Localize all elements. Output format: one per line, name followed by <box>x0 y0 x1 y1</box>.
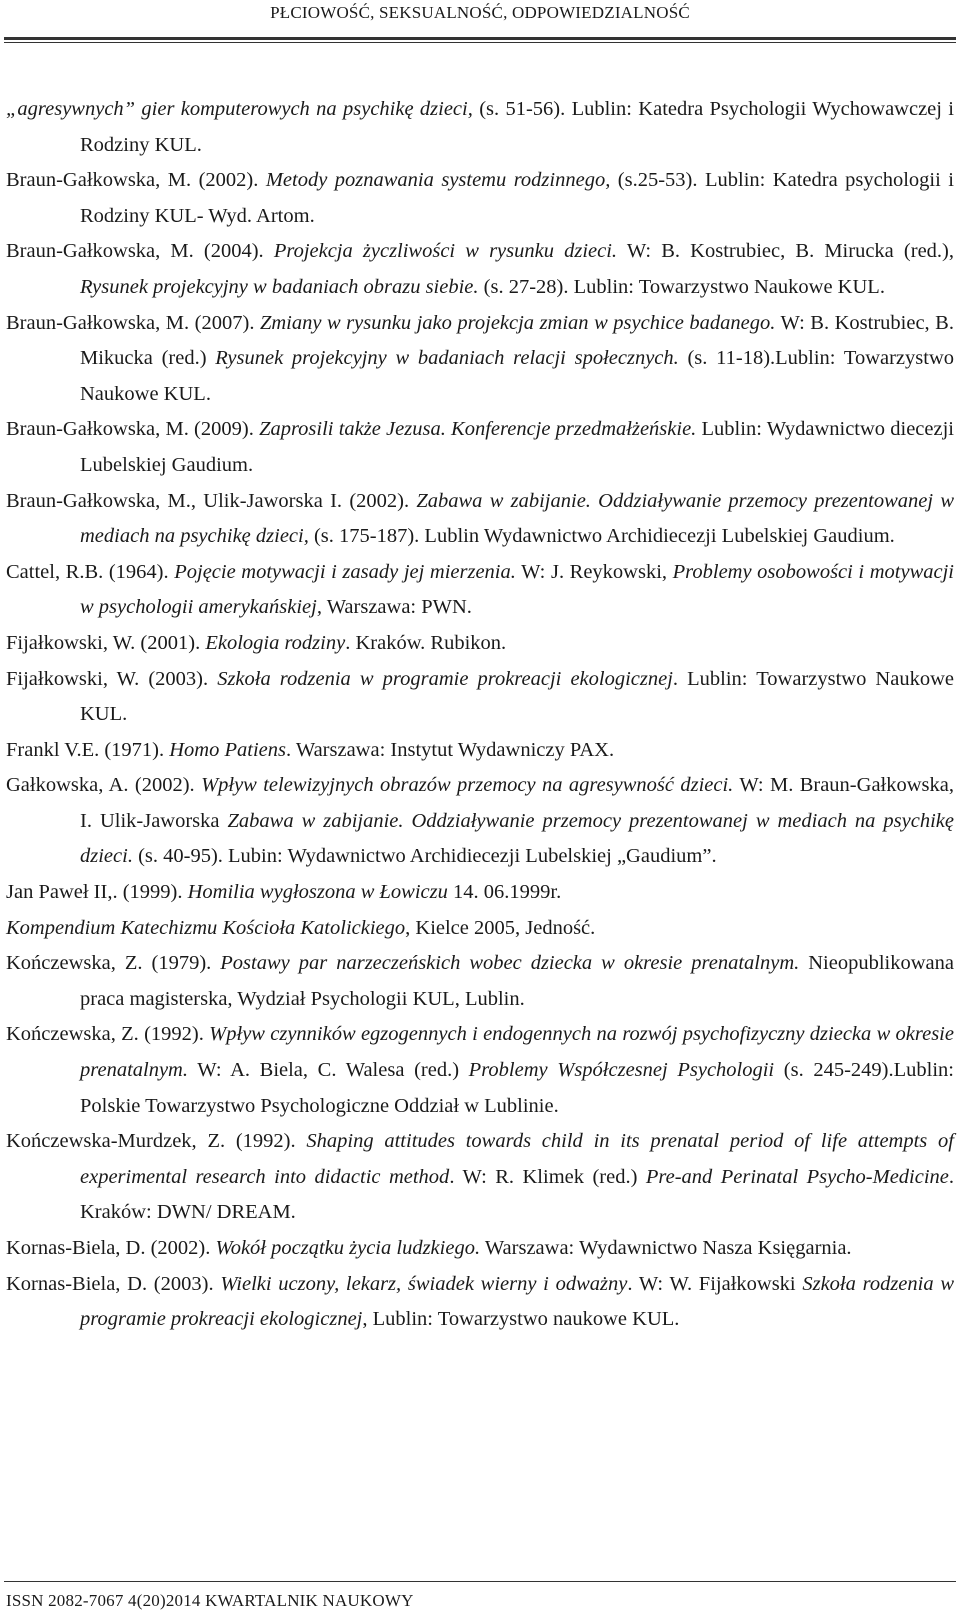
entry-title-italic: Szkoła rodzenia w programie prokreacji ekologicznej <box>80 1272 955 1331</box>
bibliography-entry <box>6 163 954 234</box>
entry-text: Kończewska, Z. (1979). <box>6 952 221 975</box>
bibliography-entry <box>6 768 954 875</box>
entry-text: Kończewska-Murdzek, Z. (1992). <box>6 1130 307 1153</box>
footer-text: ISSN 2082-7067 4(20)2014 KWARTALNIK NAUKOWY <box>6 1591 414 1610</box>
bibliography-entry <box>6 662 954 733</box>
entry-title-italic: Problemy osobowości i motywacji w psychologii amerykańskiej, <box>80 560 954 619</box>
entry-text: Cattel, R.B. (1964). <box>6 560 175 583</box>
entry-text: Kornas-Biela, D. (2003). <box>6 1272 221 1295</box>
entry-text: . Lublin: Towarzystwo Naukowe KUL. <box>80 667 954 726</box>
entry-title-italic: Zabawa w zabijanie. Oddziaływanie przemocy prezentowanej w mediach na psychikę dzieci. <box>80 809 954 868</box>
entry-text: Lublin: Wydawnictwo diecezji Lubelskiej Gaudium. <box>80 418 954 476</box>
entry-title-italic: Homilia wygłoszona w Łowiczu <box>187 881 448 904</box>
bibliography-entry <box>6 1124 954 1231</box>
entry-title-italic: Wpływ czynników egzogennych i endogennych na rozwój psychofizyczny dziecka w okresie prenatalnym. <box>80 1023 954 1082</box>
entry-title-italic: Rysunek projekcyjny w badaniach relacji społecznych. <box>215 347 679 370</box>
entry-text: Kończewska, Z. (1992). <box>6 1023 210 1046</box>
bibliography-entry <box>6 1017 954 1124</box>
bibliography-entry <box>6 1267 954 1338</box>
bibliography-entry <box>6 555 954 626</box>
entry-text: Jan Paweł II,. (1999). <box>6 881 188 904</box>
entry-text: (s. 40-95). Lubin: Wydawnictwo Archidiecezji Lubelskiej „Gaudium”. <box>132 845 717 868</box>
entry-title-italic: Ekologia rodziny <box>205 631 346 654</box>
entry-text: . W: W. Fijałkowski <box>627 1272 803 1295</box>
bibliography-entry <box>6 911 954 947</box>
entry-title-italic: Wielki uczony, lekarz, świadek wierny i odważny <box>220 1272 628 1295</box>
entry-title-italic: Zmiany w rysunku jako projekcja zmian w psychice badanego. <box>259 311 776 334</box>
bibliography-list <box>6 92 954 1338</box>
entry-text: (s. 27-28). Lublin: Towarzystwo Naukowe KUL. <box>478 275 885 298</box>
footer-rule <box>4 1581 956 1582</box>
entry-title-italic: Problemy Współczesnej Psychologii <box>468 1059 775 1082</box>
entry-title-italic: Szkoła rodzenia w programie prokreacji ekologicznej <box>217 667 673 690</box>
bibliography-entry <box>6 626 954 662</box>
page-footer <box>6 1590 414 1612</box>
bibliography-entry <box>6 412 954 483</box>
entry-text: (s. 51-56). Lublin: Katedra Psychologii Wychowawczej i Rodziny KUL. <box>80 98 955 156</box>
entry-title-italic: Postawy par narzeczeńskich wobec dziecka w okresie prenatalnym. <box>220 952 800 975</box>
entry-title-italic: Rysunek projekcyjny w badaniach obrazu siebie. <box>80 275 479 298</box>
entry-title-italic: Shaping attitudes towards child in its prenatal period of life attempts of experimental research into didactic method <box>80 1130 954 1188</box>
entry-text: Braun-Gałkowska, M., Ulik-Jaworska I. (2002). <box>6 489 417 512</box>
entry-text: Braun-Gałkowska, M. (2007). <box>6 311 260 334</box>
bibliography-entry <box>6 875 954 911</box>
entry-text: Braun-Gałkowska, M. (2002). <box>6 169 266 192</box>
entry-title-italic: Wokół początku życia ludzkiego. <box>215 1237 481 1259</box>
entry-text: (s. 245-249).Lublin: Polskie Towarzystwo Psychologiczne Oddział w Lublinie. <box>80 1059 954 1117</box>
bibliography-entry <box>6 1231 954 1267</box>
entry-text: Warszawa: Wydawnictwo Nasza Księgarnia. <box>480 1237 852 1259</box>
bibliography-entry <box>6 946 954 1017</box>
bibliography-entry <box>6 306 954 413</box>
entry-title-italic: Metody poznawania systemu rodzinnego, <box>265 169 611 192</box>
entry-title-italic: Wpływ telewizyjnych obrazów przemocy na agresywność dzieci. <box>201 774 734 797</box>
entry-text: Frankl V.E. (1971). <box>6 738 170 761</box>
entry-text: Gałkowska, A. (2002). <box>6 774 202 797</box>
header-rule <box>4 37 956 40</box>
entry-title-italic: Homo Patiens <box>169 738 286 761</box>
entry-text: Fijałkowski, W. (2001). <box>6 631 206 654</box>
entry-title-italic: Zaprosili także Jezusa. Konferencje przedmałżeńskie. <box>259 418 697 441</box>
entry-title-italic: Projekcja życzliwości w rysunku dzieci. <box>273 240 618 263</box>
entry-text: . Kraków. Rubikon. <box>345 631 507 654</box>
entry-title-italic: „agresywnych” gier komputerowych na psychikę dzieci, <box>6 98 473 120</box>
bibliography-entry <box>6 733 954 769</box>
entry-text: , Lublin: Towarzystwo naukowe KUL. <box>362 1308 680 1331</box>
entry-text: Warszawa: PWN. <box>321 596 472 619</box>
entry-text: 14. 06.1999r. <box>447 881 562 904</box>
entry-text: (s. 175-187). Lublin Wydawnictwo Archidiecezji Lubelskiej Gaudium. <box>308 525 895 548</box>
entry-text: , Kielce 2005, Jedność. <box>405 916 596 939</box>
entry-title-italic: Zabawa w zabijanie. Oddziaływanie przemocy prezentowanej w mediach na psychikę dzieci, <box>80 489 954 548</box>
entry-title-italic: Pojęcie motywacji i zasady jej mierzenia. <box>174 560 516 583</box>
entry-text: W: B. Kostrubiec, B. Mirucka (red.), <box>617 240 954 263</box>
entry-text: W: M. Braun-Gałkowska, I. Ulik-Jaworska <box>80 774 954 832</box>
entry-text: W: J. Reykowski, <box>515 560 673 583</box>
entry-title-italic: Kompendium Katechizmu Kościoła Katolickiego <box>6 916 406 939</box>
entry-text: Fijałkowski, W. (2003). <box>6 667 218 690</box>
entry-text: Kornas-Biela, D. (2002). <box>6 1237 216 1259</box>
running-title: PŁCIOWOŚĆ, SEKSUALNOŚĆ, ODPOWIEDZIALNOŚĆ <box>270 3 690 22</box>
entry-text: . Kraków: DWN/ DREAM. <box>80 1165 955 1224</box>
entry-text: (s.25-53). Lublin: Katedra psychologii i Rodziny KUL- Wyd. Artom. <box>80 169 954 227</box>
bibliography-entry <box>6 92 954 163</box>
bibliography-entry <box>6 234 954 305</box>
entry-text: W: A. Biela, C. Walesa (red.) <box>188 1059 469 1082</box>
entry-text: (s. 11-18).Lublin: Towarzystwo Naukowe KUL. <box>80 347 954 405</box>
entry-text: . Warszawa: Instytut Wydawniczy PAX. <box>285 738 615 761</box>
bibliography-entry <box>6 484 954 555</box>
entry-text: Nieopublikowana praca magisterska, Wydział Psychologii KUL, Lublin. <box>80 952 954 1010</box>
entry-title-italic: Pre-and Perinatal Psycho-Medicine <box>645 1165 949 1188</box>
entry-text: Braun-Gałkowska, M. (2004). <box>6 240 274 263</box>
entry-text: Braun-Gałkowska, M. (2009). <box>6 418 260 441</box>
entry-text: . W: R. Klimek (red.) <box>449 1165 646 1188</box>
entry-text: W: B. Kostrubiec, B. Mikucka (red.) <box>80 311 954 370</box>
